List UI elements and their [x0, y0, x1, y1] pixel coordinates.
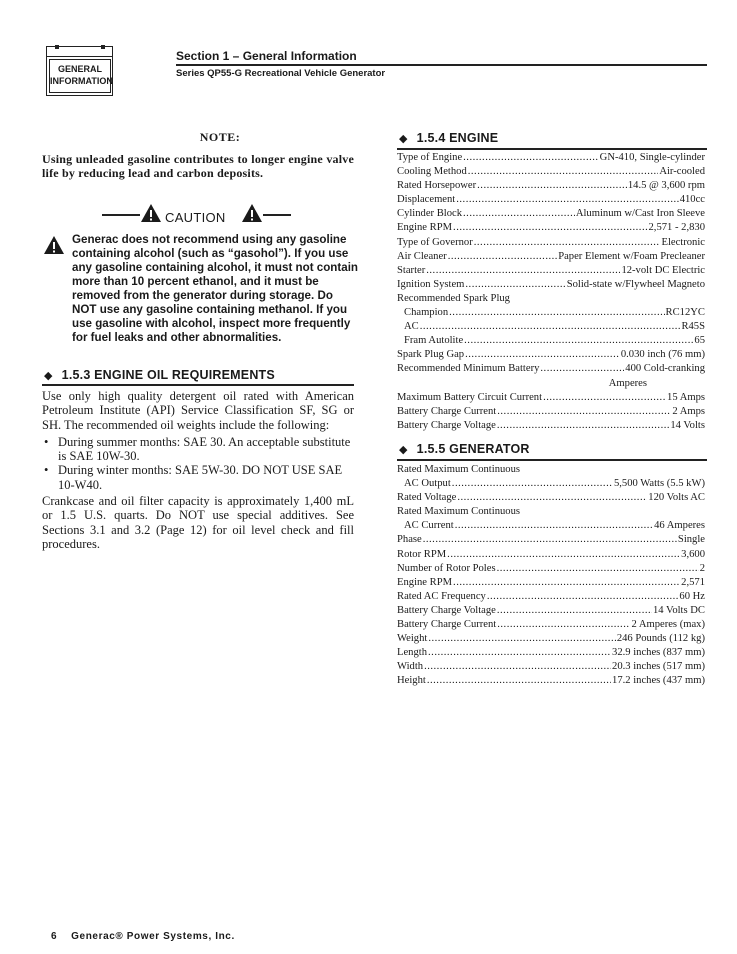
- spec-value: 2 Amps: [672, 405, 705, 417]
- diamond-bullet-icon: ◆: [44, 370, 53, 382]
- spec-row: [397, 362, 705, 376]
- spec-row: [397, 405, 705, 419]
- spec-row: [397, 618, 705, 632]
- spec-key: Spark Plug Gap: [397, 349, 465, 361]
- engine-spec-list: [397, 151, 705, 433]
- spec-key: Air Cleaner: [397, 250, 447, 262]
- caution-banner: [100, 203, 300, 227]
- list-item: • During summer months: SAE 30. An acceptable substitute is SAE 10W-30.: [42, 435, 354, 464]
- spec-row: [397, 334, 705, 348]
- spec-value: 5,500 Watts (5.5 kW): [613, 478, 705, 490]
- spec-key: Cylinder Block: [397, 208, 463, 220]
- spec-key: Weight: [397, 633, 428, 645]
- spec-key: Recommended Minimum Battery: [397, 363, 540, 375]
- oil-heading: [44, 368, 275, 382]
- spec-value: 14 Volts DC: [652, 604, 705, 616]
- oil-heading-text: 1.5.3 ENGINE OIL REQUIREMENTS: [61, 368, 275, 382]
- generator-spec-list: [397, 463, 705, 689]
- spec-row: [397, 660, 705, 674]
- spec-value: GN-410, Single-cylinder: [599, 152, 705, 163]
- battery-value-continuation: Amperes: [608, 377, 647, 389]
- spec-row: [397, 151, 705, 165]
- spec-value: Aluminum w/Cast Iron Sleeve: [575, 208, 705, 220]
- warning-triangle-icon: [43, 235, 65, 255]
- spec-value: 400 Cold-cranking: [625, 363, 705, 375]
- spec-key: Champion: [404, 307, 449, 319]
- oil-requirements-body: [42, 389, 354, 551]
- rated-max-label: Rated Maximum Continuous: [397, 506, 521, 518]
- spec-key: Engine RPM: [397, 576, 453, 588]
- spec-row: [397, 674, 705, 688]
- section-tab: [46, 46, 113, 96]
- spec-row: [397, 519, 705, 533]
- spec-row: [397, 548, 705, 562]
- spec-value: R45S: [681, 321, 705, 333]
- spec-key: Rated AC Frequency: [397, 590, 486, 602]
- spec-row: [397, 179, 705, 193]
- spec-value: 15 Amps: [667, 391, 705, 403]
- spec-row: [397, 278, 705, 292]
- spec-row: [397, 250, 705, 264]
- caution-text: Generac does not recommend using any gasoline containing alcohol (such as “gasohol”). If you use any gasoline containing alcohol, it must not contain more than 10 percent ethanol, and it must be removed from the generator during storage. Do NOT use any gasoline containing methanol. If you use gasoline with alcohol, inspect more frequently for fuel leaks and other abnormalities.: [72, 233, 358, 344]
- spec-key: Width: [397, 661, 424, 673]
- spec-key: AC Current: [404, 520, 454, 532]
- spec-key: Type of Engine: [397, 152, 463, 163]
- diamond-bullet-icon: ◆: [399, 444, 408, 456]
- spec-value: Paper Element w/Foam Precleaner: [558, 250, 705, 262]
- spec-key: Rated Horsepower: [397, 180, 477, 192]
- tab-line-2: INFORMATION: [50, 76, 113, 86]
- spec-value: 12-volt DC Electric: [621, 264, 705, 276]
- spec-key: Battery Charge Current: [397, 405, 497, 417]
- spec-row: [397, 590, 705, 604]
- spec-value: Solid-state w/Flywheel Magneto: [566, 278, 705, 290]
- spec-value: 20.3 inches (517 mm): [612, 661, 705, 673]
- spec-value: 2: [699, 562, 705, 574]
- spec-row: [397, 348, 705, 362]
- spec-value: 17.2 inches (437 mm): [612, 675, 705, 687]
- spec-key: AC Output: [404, 478, 451, 490]
- engine-heading-rule: [397, 148, 707, 150]
- section-tab-label: [49, 59, 111, 93]
- spec-row: [397, 236, 705, 250]
- spec-value: 3,600: [681, 548, 705, 560]
- spec-value: 410cc: [679, 194, 705, 206]
- spec-value: Air-cooled: [659, 166, 705, 178]
- list-item: • During winter months: SAE 5W-30. DO NOT USE SAE 10-W40.: [42, 463, 354, 492]
- spec-value: 14.5 @ 3,600 rpm: [627, 180, 705, 192]
- spec-row: [397, 632, 705, 646]
- spec-value: 2,571: [681, 576, 705, 588]
- spec-key: Length: [397, 647, 428, 659]
- spec-key: Rated Voltage: [397, 492, 457, 504]
- spec-value: 14 Volts: [670, 419, 705, 431]
- spec-value: 46 Amperes: [654, 520, 705, 532]
- spec-key: Displacement: [397, 194, 456, 206]
- spec-value: 32.9 inches (837 mm): [612, 647, 705, 659]
- diamond-bullet-icon: ◆: [399, 133, 408, 145]
- spec-row: [397, 221, 705, 235]
- spec-value: Electronic: [661, 236, 705, 248]
- warning-triangle-icon: [241, 203, 263, 223]
- spec-row: [397, 193, 705, 207]
- spec-key: Battery Charge Voltage: [397, 419, 496, 431]
- spec-value: 60 Hz: [679, 590, 705, 602]
- spec-row: [397, 604, 705, 618]
- spec-key: Fram Autolite: [404, 335, 464, 347]
- spec-row: [397, 646, 705, 660]
- spec-row: [397, 165, 705, 179]
- spec-row: [397, 562, 705, 576]
- section-title: Section 1 – General Information: [176, 49, 357, 63]
- spec-value: Single: [677, 534, 705, 546]
- spec-value: 120 Volts AC: [648, 492, 705, 504]
- spec-value: 2,571 - 2,830: [648, 222, 705, 234]
- caution-label: CAUTION: [165, 210, 226, 225]
- spec-row: [397, 264, 705, 278]
- generator-heading-text: 1.5.5 GENERATOR: [416, 442, 530, 456]
- spec-key: Starter: [397, 264, 426, 276]
- spec-row: [397, 207, 705, 221]
- spec-row: [397, 491, 705, 505]
- spec-row: [397, 320, 705, 334]
- spec-key: Battery Charge Current: [397, 619, 497, 631]
- spec-row: [397, 477, 705, 491]
- spec-value: 65: [694, 335, 705, 347]
- generator-heading: [399, 442, 530, 456]
- warning-triangle-icon: [140, 203, 162, 223]
- note-text: Using unleaded gasoline contributes to longer engine valve life by reducing lead and carbon deposits.: [42, 152, 354, 180]
- publisher-name: Generac® Power Systems, Inc.: [71, 931, 235, 942]
- engine-heading-text: 1.5.4 ENGINE: [416, 131, 499, 145]
- oil-intro: Use only high quality detergent oil rated with American Petroleum Institute (API) Service Classification SF, SG or SH. The recommended oil weights include the following:: [42, 389, 354, 432]
- header-rule: [176, 64, 707, 66]
- engine-heading: [399, 131, 498, 145]
- spec-key: Maximum Battery Circuit Current: [397, 391, 543, 403]
- oil-heading-rule: [42, 384, 354, 386]
- spec-row: [397, 419, 705, 433]
- page-footer: [51, 931, 235, 942]
- spec-key: Cooling Method: [397, 166, 467, 178]
- spec-row: [397, 391, 705, 405]
- spark-plug-label: Recommended Spark Plug: [397, 292, 510, 304]
- spec-key: Battery Charge Voltage: [397, 604, 496, 616]
- spec-key: Phase: [397, 534, 422, 546]
- spec-key: Ignition System: [397, 278, 465, 290]
- spec-key: Type of Governor: [397, 236, 473, 248]
- spec-value: RC12YC: [665, 307, 705, 319]
- generator-heading-rule: [397, 459, 707, 461]
- spec-key: AC: [404, 321, 419, 333]
- spec-value: 246 Pounds (112 kg): [616, 633, 705, 645]
- rated-max-label: Rated Maximum Continuous: [397, 464, 521, 475]
- tab-line-1: GENERAL: [57, 64, 102, 74]
- oil-closing: Crankcase and oil filter capacity is approximately 1,400 mL or 1.5 U.S. quarts. Do NOT use special additives. See Sections 3.1 and 3.2 (Page 12) for oil level check and fill procedures.: [42, 494, 354, 551]
- spec-row: [397, 533, 705, 547]
- spec-key: Number of Rotor Poles: [397, 562, 496, 574]
- spec-row: [397, 576, 705, 590]
- series-subtitle: Series QP55-G Recreational Vehicle Generator: [176, 68, 386, 79]
- spec-key: Rotor RPM: [397, 548, 447, 560]
- spec-row: [397, 306, 705, 320]
- note-title: NOTE:: [199, 130, 241, 144]
- oil-bullet-list: [42, 435, 354, 492]
- page-number: 6: [51, 931, 58, 942]
- spec-value: 0.030 inch (76 mm): [620, 349, 705, 361]
- spec-key: Engine RPM: [397, 222, 453, 234]
- spec-key: Height: [397, 675, 426, 687]
- spec-value: 2 Amperes (max): [631, 619, 705, 631]
